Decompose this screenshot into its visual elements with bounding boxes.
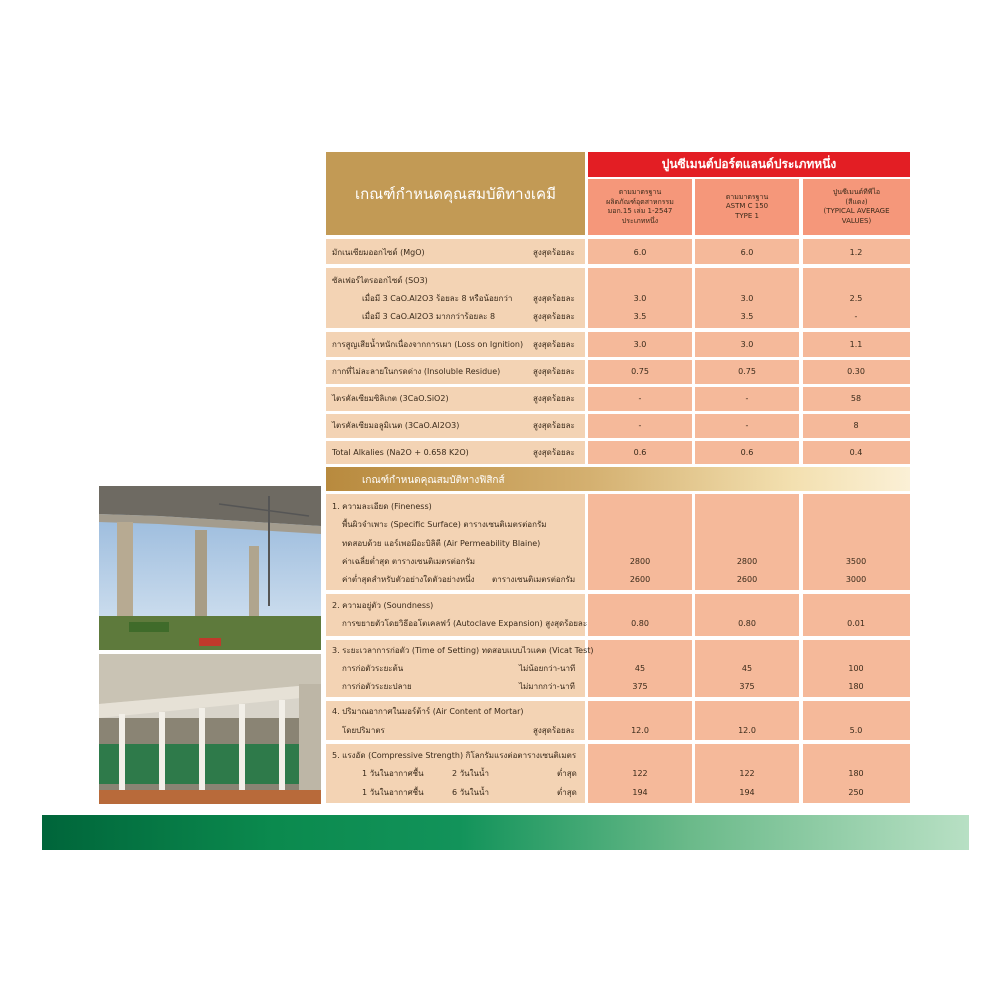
ir-limit: สูงสุดร้อยละ	[533, 367, 575, 376]
setting-initial-limit: ไม่น้อยกว่า-นาที	[519, 664, 576, 673]
setting-initial-label: การก่อตัวระยะต้น	[342, 664, 404, 673]
alkalies-tpi: 0.4	[849, 448, 863, 457]
alkalies-label: Total Alkalies (Na2O + 0.658 K2O)	[332, 448, 469, 457]
so3-sub1-limit: สูงสุดร้อยละ	[533, 294, 575, 303]
physical-header-bar	[326, 467, 910, 491]
strength-7day-water: 6 วันในน้ำ	[452, 788, 489, 797]
header-col-tpi-text: ปูนซีเมนต์ทีพีไอ (สีแดง) (TYPICAL AVERAGE VALUES)	[823, 188, 890, 225]
fineness-avg-tis: 2800	[629, 557, 651, 566]
alkalies-limit: สูงสุดร้อยละ	[533, 448, 575, 457]
c3a-tpi: 8	[853, 421, 859, 430]
ir-astm: 0.75	[738, 367, 756, 376]
cement-type-header	[588, 152, 910, 177]
strength-title: 5. แรงอัด (Compressive Strength) กิโลกรัมแรงต่อตารางเซนติเมตร	[332, 751, 577, 760]
fineness-any-tis: 2600	[629, 575, 651, 584]
setting-final-tis: 375	[632, 682, 648, 691]
air-tpi: 5.0	[849, 726, 863, 735]
alkalies-tis: 0.6	[633, 448, 647, 457]
ir-label: กากที่ไม่ละลายในกรดด่าง (Insoluble Residue)	[332, 367, 501, 376]
chemical-title: เกณฑ์กำหนดคุณสมบัติทางเคมี	[355, 184, 556, 203]
so3-sub2-limit: สูงสุดร้อยละ	[533, 312, 575, 321]
mgo-limit: สูงสุดร้อยละ	[533, 248, 575, 257]
c3s-tpi: 58	[850, 394, 862, 403]
soundness-tis: 0.80	[631, 619, 649, 628]
strength-3day-water: 2 วันในน้ำ	[452, 769, 489, 778]
mgo-astm: 6.0	[740, 248, 754, 257]
so3-sub1-label: เมื่อมี 3 CaO.Al2O3 ร้อยละ 8 หรือน้อยกว่า	[362, 294, 513, 303]
c3a-astm: -	[745, 421, 749, 430]
c3s-limit: สูงสุดร้อยละ	[533, 394, 575, 403]
strength-3day-astm: 122	[739, 769, 755, 778]
air-title: 4. ปริมาณอากาศในมอร์ต้าร์ (Air Content of Mortar)	[332, 707, 524, 716]
fineness-specific-surface: พื้นผิวจำเพาะ (Specific Surface) ตารางเซนติเมตรต่อกรัม	[342, 520, 547, 529]
c3a-limit: สูงสุดร้อยละ	[533, 421, 575, 430]
c3a-label: ไตรคัลเซียมอลูมิเนต (3CaO.Al2O3)	[332, 421, 460, 430]
setting-final-astm: 375	[739, 682, 755, 691]
cement-type-label: ปูนซีเมนต์ปอร์ตแลนด์ประเภทหนึ่ง	[661, 157, 837, 171]
physical-title: เกณฑ์กำหนดคุณสมบัติทางฟิสิกส์	[362, 475, 505, 486]
so3-sub2-label: เมื่อมี 3 CaO.Al2O3 มากกว่าร้อยละ 8	[362, 312, 496, 321]
so3-label: ซัลเฟอร์ไตรออกไซด์ (SO3)	[332, 276, 428, 285]
loi-astm: 3.0	[740, 340, 754, 349]
soundness-astm: 0.80	[738, 619, 756, 628]
alkalies-astm: 0.6	[740, 448, 754, 457]
footer-green-band	[42, 815, 969, 850]
soundness-tpi: 0.01	[847, 619, 865, 628]
ir-tpi: 0.30	[847, 367, 865, 376]
strength-3day-moist: 1 วันในอากาศชื้น	[362, 769, 424, 778]
air-volume-label: โดยปริมาตร	[342, 726, 385, 735]
chemical-title-cell	[326, 152, 585, 235]
setting-initial-tis: 45	[634, 664, 646, 673]
strength-3day-tis: 122	[632, 769, 648, 778]
so3-sub1-tpi: 2.5	[849, 294, 863, 303]
strength-7day-min: ต่ำสุด	[557, 788, 577, 797]
strength-7day-moist: 1 วันในอากาศชื้น	[362, 788, 424, 797]
mgo-tis: 6.0	[633, 248, 647, 257]
fineness-avg-min: ค่าเฉลี่ยต่ำสุด ตารางเซนติเมตรต่อกรัม	[342, 557, 476, 566]
strength-7day-tis: 194	[632, 788, 648, 797]
header-col-astm	[695, 179, 799, 235]
fineness-avg-astm: 2800	[736, 557, 758, 566]
loi-limit: สูงสุดร้อยละ	[533, 340, 575, 349]
setting-title: 3. ระยะเวลาการก่อตัว (Time of Setting) ทดสอบแบบไวแคต (Vicat Test)	[332, 646, 594, 655]
fineness-any-astm: 2600	[736, 575, 758, 584]
header-col-astm-text: ตามมาตรฐาน ASTM C 150 TYPE 1	[725, 192, 769, 220]
so3-sub1-tis: 3.0	[633, 294, 647, 303]
soundness-title: 2. ความอยู่ตัว (Soundness)	[332, 601, 434, 610]
photo-construction-site	[99, 654, 321, 804]
so3-sub1-astm: 3.0	[740, 294, 754, 303]
strength-7day-tpi: 250	[848, 788, 864, 797]
mgo-label: มักเนเซียมออกไซด์ (MgO)	[332, 248, 425, 257]
so3-sub2-astm: 3.5	[740, 312, 754, 321]
header-col-tis-text: ตามมาตรฐาน ผลิตภัณฑ์อุตสาหกรรม มอก.15 เล่ม 1-2547 ประเภทหนึ่ง	[606, 188, 674, 225]
soundness-autoclave: การขยายตัวโดยวิธีออโตเคลฟว์ (Autoclave Expansion) สูงสุดร้อยละ	[342, 619, 588, 628]
loi-tis: 3.0	[633, 340, 647, 349]
setting-initial-tpi: 100	[848, 664, 864, 673]
strength-7day-astm: 194	[739, 788, 755, 797]
fineness-any-min: ค่าต่ำสุดสำหรับตัวอย่างใดตัวอย่างหนึ่ง	[342, 575, 475, 584]
c3s-label: ไตรคัลเซียมซิลิเกต (3CaO.SiO2)	[332, 394, 449, 403]
setting-final-tpi: 180	[848, 682, 864, 691]
strength-3day-tpi: 180	[848, 769, 864, 778]
header-col-tpi	[803, 179, 910, 235]
c3a-tis: -	[638, 421, 642, 430]
air-tis: 12.0	[631, 726, 649, 735]
loi-tpi: 1.1	[849, 340, 863, 349]
setting-final-limit: ไม่มากกว่า-นาที	[519, 682, 575, 691]
strength-3day-min: ต่ำสุด	[557, 769, 577, 778]
so3-sub2-tpi: -	[854, 312, 858, 321]
air-astm: 12.0	[738, 726, 756, 735]
setting-final-label: การก่อตัวระยะปลาย	[342, 682, 412, 691]
so3-sub2-tis: 3.5	[633, 312, 647, 321]
photo-elevated-highway	[99, 486, 321, 650]
fineness-any-tpi: 3000	[845, 575, 867, 584]
c3s-astm: -	[745, 394, 749, 403]
air-volume-limit: สูงสุดร้อยละ	[533, 726, 575, 735]
fineness-any-min-unit: ตารางเซนติเมตรต่อกรัม	[492, 575, 576, 584]
ir-tis: 0.75	[631, 367, 649, 376]
mgo-tpi: 1.2	[849, 248, 863, 257]
fineness-title: 1. ความละเอียด (Fineness)	[332, 502, 432, 511]
header-col-tis	[588, 179, 692, 235]
fineness-avg-tpi: 3500	[845, 557, 867, 566]
fineness-blaine: ทดสอบด้วย แอร์เพอมีอะบิลิตี (Air Permeability Blaine)	[342, 539, 541, 548]
loi-label: การสูญเสียน้ำหนักเนื่องจากการเผา (Loss on Ignition)	[332, 340, 524, 349]
setting-initial-astm: 45	[741, 664, 753, 673]
c3s-tis: -	[638, 394, 642, 403]
